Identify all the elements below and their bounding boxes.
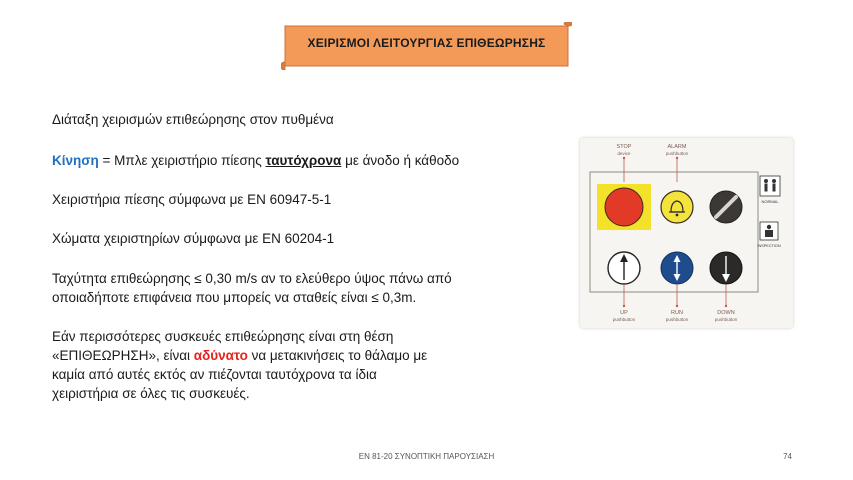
down-label: DOWN [717, 310, 735, 316]
motion-text-a: = Μπλε χειριστήριο πίεσης [98, 153, 266, 168]
motion-emphasis: ταυτόχρονα [265, 153, 342, 168]
down-sub-label: pushbutton [714, 317, 738, 322]
stop-button [597, 184, 651, 230]
inspection-panel-image [580, 138, 793, 328]
multi-emphasis: αδύνατο [193, 348, 248, 363]
up-label: UP [620, 310, 628, 316]
run-sub-label: pushbutton [665, 317, 689, 322]
title-banner [281, 22, 572, 70]
motion-text-b: με άνοδο ή κάθοδο [341, 153, 460, 168]
intro-line: Διάταξη χειρισμών επιθεώρησης στον πυθμένα [52, 112, 334, 127]
stop-sub-label: device [617, 151, 631, 156]
multi-line-1: Εάν περισσότερες συσκευές επιθεώρησης είναι στη θέση [52, 329, 394, 344]
run-button [661, 252, 693, 284]
multi-line-2 [52, 346, 427, 365]
multi-text-b: να μετακινήσεις το θάλαμο με [247, 348, 428, 363]
alarm-label: ALARM [667, 144, 687, 150]
page-title: ΧΕΙΡΙΣΜΟΙ ΛΕΙΤΟΥΡΓΙΑΣ ΕΠΙΘΕΩΡΗΣΗΣ [307, 36, 546, 50]
inspection-icon [760, 222, 778, 240]
selector-switch [710, 191, 742, 223]
motion-line [52, 151, 459, 170]
multi-text-a: «ΕΠΙΘΕΩΡΗΣΗ», είναι [52, 348, 194, 363]
multi-line-3: καμία από αυτές εκτός αν πιέζονται ταυτόχρονα τα ίδια [52, 367, 377, 382]
colors-line: Χώματα χειριστηρίων σύμφωνα με EN 60204-1 [52, 231, 335, 246]
people-normal-icon [760, 176, 780, 196]
motion-label: Κίνηση [52, 153, 99, 168]
panel-drawing [580, 138, 793, 328]
down-button [710, 252, 742, 284]
run-label: RUN [671, 310, 683, 316]
footer-text: EN 81-20 ΣΥΝΟΠΤΙΚΗ ΠΑΡΟΥΣΙΑΣΗ [358, 452, 495, 461]
up-sub-label: pushbutton [612, 317, 636, 322]
multi-line-4: χειριστήρια σε όλες τις συσκευές. [52, 386, 250, 401]
normal-label: NORMAL [761, 199, 779, 204]
speed-line-1: Ταχύτητα επιθεώρησης ≤ 0,30 m/s αν το ελεύθερο ύψος πάνω από [52, 271, 452, 286]
page-number: 74 [783, 452, 792, 461]
alarm-button [661, 191, 693, 223]
inspection-label: INSPECTION [757, 244, 781, 248]
pushbuttons-line: Χειριστήρια πίεσης σύμφωνα με EN 60947-5-1 [52, 192, 332, 207]
up-button [608, 252, 640, 284]
stop-label: STOP [616, 144, 632, 150]
speed-line-2: οποιαδήποτε επιφάνεια που μπορείς να σταθείς είναι ≤ 0,3m. [52, 290, 417, 305]
alarm-sub-label: pushbutton [665, 151, 689, 156]
